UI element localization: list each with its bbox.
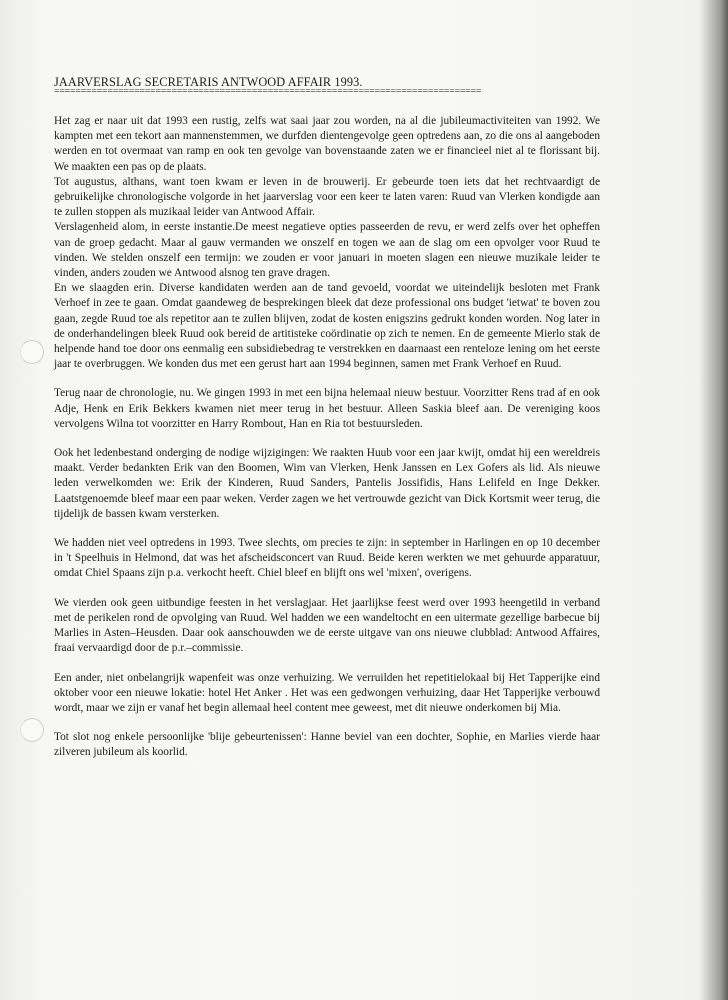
title-underline-rule: ================================================================================ [54,89,482,95]
paragraph: Ook het ledenbestand onderging de nodige wijzigingen: We raakten Huub voor een jaar kwijt, omdat hij een wereldreis maakt. Verder bedankten Erik van den Boomen, Wim van Vlerken, Henk Janssen en Lex Gofers als lid. Als nieuwe leden verwelkomden we: Erik der Kinderen, Ruud Sanders, Pantelis Jossifidis, Hans Lelifeld en Inge Dekker. Laatstgenoemde bleef maar een paar weken. Verder zagen we het vertrouwde gezicht van Dick Kortsmit weer terug, die tijdelijk de bassen kwam versterken. [54,447,600,520]
document-body [54,114,600,761]
paragraph: Tot augustus, althans, want toen kwam er leven in de brouwerij. Er gebeurde toen iets dat het rechtvaardigt de gebruikelijke chronologische volgorde in het jaarverslag voor een keer te laten varen: Ruud van Vlerken kondigde aan te zullen stoppen als muzikaal leider van Antwood Affair. [54,175,600,219]
paragraph: We vierden ook geen uitbundige feesten in het verslagjaar. Het jaarlijkse feest werd over 1993 heengetild in verband met de perikelen rond de opvolging van Ruud. Wel hadden we een wandeltocht en een uitermate gezellige barbecue bij Marlies in Asten–Heusden. Daar ook aanschouwden we de eerste uitgave van ons nieuwe clubblad: Antwood Affaires, fraai vervaardigd door de p.r.–commissie. [54,596,600,655]
paragraph: Verslagenheid alom, in eerste instantie.De meest negatieve opties passeerden de revu, er werd zelfs over het opheffen van de groep gedacht. Maar al gauw vermanden we onszelf en togen we aan de slag om een opvolger voor Ruud te vinden. We stelden onszelf een termijn: we zouden er voor januari in moeten slagen een nieuwe muzikale leider te vinden, anders zouden we Antwood alsnog ten grave dragen. [54,221,600,280]
paragraph: Het zag er naar uit dat 1993 een rustig, zelfs wat saai jaar zou worden, na al die jubileumactiviteiten van 1992. We kampten met een tekort aan mannenstemmen, we durfden dientengevolge geen optredens aan, zo die ons al aangeboden werden en tot overmaat van ramp en ook ten gevolge van bovenstaande zaten we er financieel niet al te florissant bij. We maakten een pas op de plaats. [54,115,600,173]
paragraph: Terug naar de chronologie, nu. We gingen 1993 in met een bijna helemaal nieuw bestuur. Voorzitter Rens trad af en ook Adje, Henk en Erik Bekkers kwamen niet meer terug in het bestuur. Alleen Saskia bleef aan. De vereniging koos vervolgens Wilna tot voorzitter en Harry Rombout, Han en Ria tot bestuursleden. [54,387,600,430]
punch-hole-mark [20,340,44,364]
paragraph: En we slaagden erin. Diverse kandidaten werden aan de tand gevoeld, voordat we uiteindelijk besloten met Frank Verhoef in zee te gaan. Omdat gaandeweg de besprekingen bleek dat deze professional ons budget 'ietwat' te boven zou gaan, zegde Ruud toe als repetitor aan te zullen blijven, zodat de kosten enigszins gedrukt konden worden. Nog later in de onderhandelingen bleek Ruud ook bereid de artitisteke coördinatie op zich te nemen. En de gemeente Mierlo stak de helpende hand toe door ons eenmalig een subsidiebedrag te verstrekken en daarnaast een renteloze lening om het eerste jaar te overbruggen. We konden dus met een gerust hart aan 1994 beginnen, samen met Frank Verhoef en Ruud. [54,282,600,371]
document-title: JAARVERSLAG SECRETARIS ANTWOOD AFFAIR 1993. [54,75,363,89]
paragraph: We hadden niet veel optredens in 1993. Twee slechts, om precies te zijn: in september in Harlingen en op 10 december in 't Speelhuis in Helmond, dat was het afscheidsconcert van Ruud. Beide keren werkten we met gehuurde apparatuur, omdat Chiel Spaans zijn p.a. verkocht heeft. Chiel bleef en blijft ons wel 'mixen', overigens. [54,537,600,580]
paragraph: Tot slot nog enkele persoonlijke 'blije gebeurtenissen': Hanne beviel van een dochter, Sophie, en Marlies vierde haar zilveren jubileum als koorlid. [54,731,600,759]
paragraph: Een ander, niet onbelangrijk wapenfeit was onze verhuizing. We verruilden het repetitielokaal bij Het Tapperijke eind oktober voor een nieuwe lokatie: hotel Het Anker . Het was een gedwongen verhuizing, daar Het Tapperijke verbouwd wordt, maar we zijn er vanaf het begin allemaal heel content mee geweest, met dit nieuwe onderkomen bij Mia. [54,671,600,714]
punch-hole-mark [20,718,44,742]
